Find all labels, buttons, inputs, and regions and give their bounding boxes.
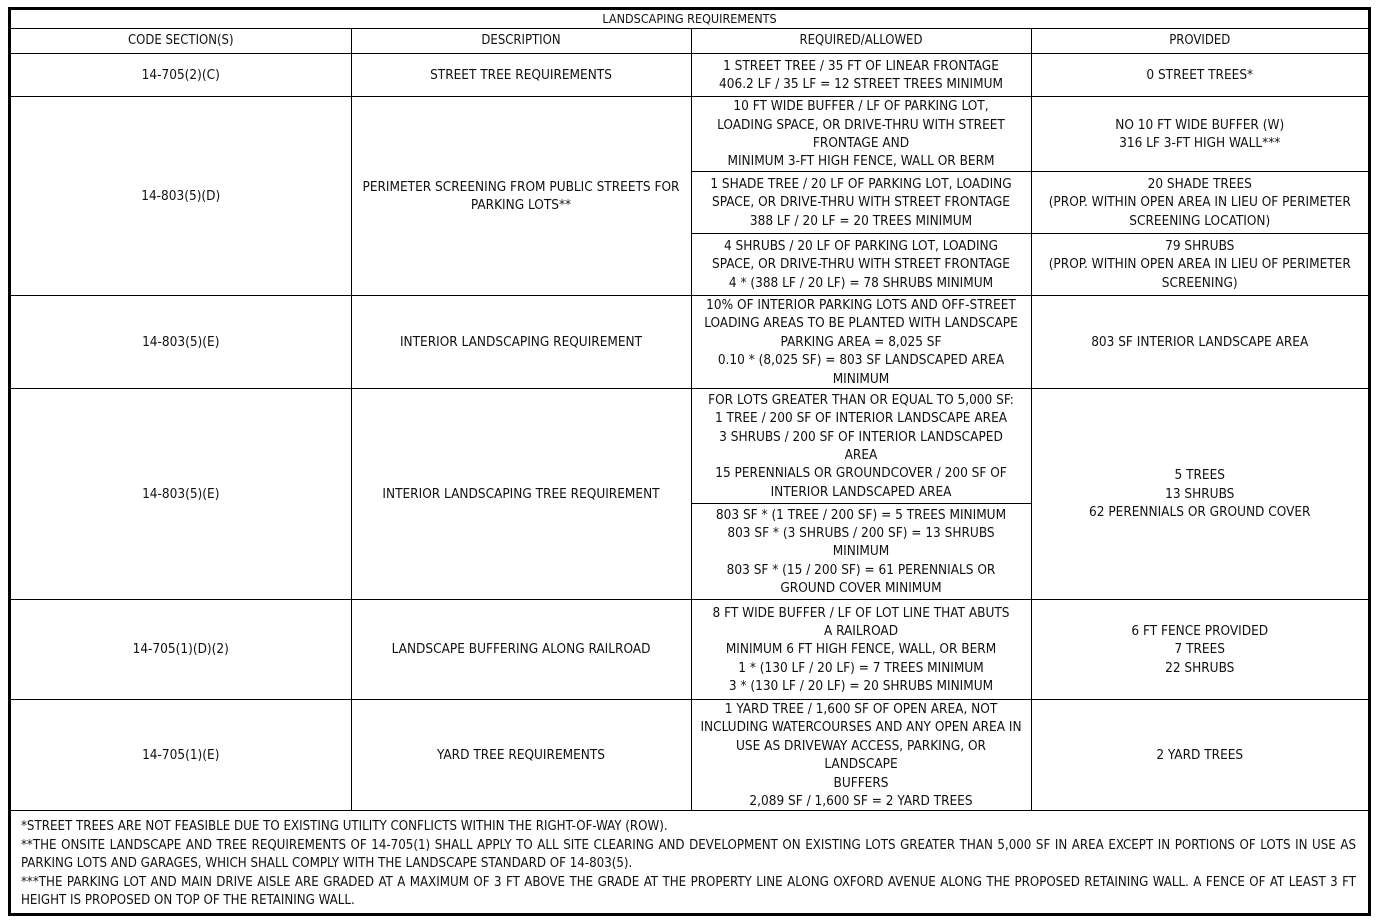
provided-cell	[1031, 97, 1368, 172]
description-cell	[351, 54, 691, 97]
cell-text-line: 15 PERENNIALS OR GROUNDCOVER / 200 SF OF	[715, 465, 1007, 482]
cell-text-line: FRONTAGE AND	[812, 135, 910, 151]
required-cell	[691, 700, 1031, 811]
cell-text-line: 1 TREE / 200 SF OF INTERIOR LANDSCAPE AREA	[714, 410, 1008, 427]
required-cell	[691, 97, 1031, 172]
code-cell: 14-705(2)(C)	[11, 54, 351, 97]
required-cell	[691, 504, 1031, 600]
cell-text-line: INTERIOR LANDSCAPING REQUIREMENT	[399, 333, 643, 350]
cell-text-line: 803 SF * (15 / 200 SF) = 61 PERENNIALS OR	[726, 561, 996, 578]
cell-text-line: 5 TREES	[1174, 467, 1225, 484]
cell-text-line: (PROP. WITHIN OPEN AREA IN LIEU OF PERIMETER	[1048, 194, 1351, 211]
landscaping-requirements-sheet	[8, 7, 1371, 916]
cell-text-line: 79 SHRUBS	[1165, 237, 1235, 254]
cell-text-line: 20 SHADE TREES	[1147, 175, 1252, 192]
cell-text-line: PERIMETER SCREENING FROM PUBLIC STREETS FOR	[362, 178, 680, 195]
cell-text-line: 6 FT FENCE PROVIDED	[1131, 622, 1269, 639]
footnote-3: ***THE PARKING LOT AND MAIN DRIVE AISLE ARE GRADED AT A MAXIMUM OF 3 FT ABOVE THE GRADE AT THE PROPERTY LINE ALONG OXFORD AVENUE ALONG THE PROPOSED RETAINING WALL. A FENCE OF AT LEAST 3 FT HEIGHT IS PROPOSED ON TOP OF THE RETAINING WALL.	[21, 874, 1356, 908]
cell-text-line: 22 SHRUBS	[1165, 659, 1235, 676]
footnote-2: **THE ONSITE LANDSCAPE AND TREE REQUIREMENTS OF 14-705(1) SHALL APPLY TO ALL SITE CLEARING AND DEVELOPMENT ON EXISTING LOTS GREATER THAN 5,000 SF IN AREA EXCEPT IN PORTIONS OF LOTS IN USE AS PARKING LOTS AND GARAGES, WHICH SHALL COMPLY WITH THE LANDSCAPE STANDARD OF 14-803(5).	[21, 837, 1356, 871]
description-cell	[351, 700, 691, 811]
cell-text-line: 4 * (388 LF / 20 LF) = 78 SHRUBS MINIMUM	[728, 274, 994, 291]
code-cell: 14-705(1)(D)(2)	[11, 600, 351, 700]
footnote-1: *STREET TREES ARE NOT FEASIBLE DUE TO EXISTING UTILITY CONFLICTS WITHIN THE RIGHT-OF-WAY (ROW).	[21, 819, 668, 834]
cell-text-line: 803 SF * (3 SHRUBS / 200 SF) = 13 SHRUBS	[727, 524, 995, 541]
cell-text-line: 10 FT WIDE BUFFER / LF OF PARKING LOT,	[733, 98, 989, 115]
cell-text-line: A RAILROAD	[823, 622, 899, 639]
cell-text-line: MINIMUM	[832, 543, 890, 560]
table-row	[11, 600, 1368, 700]
cell-text-line: 62 PERENNIALS OR GROUND COVER	[1089, 504, 1311, 521]
cell-text-line: MINIMUM	[832, 370, 890, 387]
cell-text-line: 1 YARD TREE / 1,600 SF OF OPEN AREA, NOT	[724, 701, 998, 718]
description-cell	[351, 389, 691, 600]
provided-cell	[1031, 600, 1368, 700]
cell-text-line: LOADING AREAS TO BE PLANTED WITH LANDSCAPE	[704, 315, 1018, 332]
provided-cell	[1031, 296, 1368, 389]
table-row	[11, 54, 1368, 97]
code-cell: 14-803(5)(E)	[11, 296, 351, 389]
cell-text-line: MINIMUM 3-FT HIGH FENCE, WALL OR BERM	[727, 153, 995, 170]
cell-text-line: INCLUDING WATERCOURSES AND ANY OPEN AREA IN	[700, 719, 1022, 736]
cell-text-line: INTERIOR LANDSCAPED AREA	[770, 483, 952, 500]
provided-cell	[1031, 389, 1368, 600]
cell-text-line: LOADING SPACE, OR DRIVE-THRU WITH STREET	[717, 116, 1005, 133]
cell-text-line: 7 TREES	[1174, 641, 1225, 658]
cell-text-line: USE AS DRIVEWAY ACCESS, PARKING, OR LANDSCAPE	[736, 737, 990, 773]
required-cell	[691, 172, 1031, 234]
header-provided: PROVIDED	[1031, 29, 1368, 54]
cell-text-line: 3 SHRUBS / 200 SF OF INTERIOR LANDSCAPED	[719, 428, 1003, 445]
cell-text-line: YARD TREE REQUIREMENTS	[437, 747, 605, 764]
cell-text-line: 316 LF 3-FT HIGH WALL***	[1119, 135, 1281, 151]
cell-text-line: 803 SF INTERIOR LANDSCAPE AREA	[1091, 333, 1309, 350]
landscaping-table	[11, 10, 1368, 811]
code-cell: 14-705(1)(E)	[11, 700, 351, 811]
cell-text-line: (PROP. WITHIN OPEN AREA IN LIEU OF PERIMETER	[1048, 256, 1351, 273]
header-description: DESCRIPTION	[351, 29, 691, 54]
required-cell	[691, 600, 1031, 700]
cell-text-line: NO 10 FT WIDE BUFFER (W)	[1115, 116, 1285, 133]
cell-text-line: 4 SHRUBS / 20 LF OF PARKING LOT, LOADING	[723, 237, 999, 254]
cell-text-line: 1 * (130 LF / 20 LF) = 7 TREES MINIMUM	[738, 659, 984, 676]
cell-text-line: 406.2 LF / 35 LF = 12 STREET TREES MINIMUM	[719, 76, 1003, 92]
description-cell	[351, 97, 691, 296]
cell-text-line: AREA	[844, 447, 878, 464]
provided-cell	[1031, 700, 1368, 811]
required-cell	[691, 389, 1031, 504]
cell-text-line: SPACE, OR DRIVE-THRU WITH STREET FRONTAGE	[712, 256, 1010, 273]
cell-text-line: PARKING LOTS**	[470, 197, 572, 213]
cell-text-line: 8 FT WIDE BUFFER / LF OF LOT LINE THAT ABUTS	[712, 604, 1010, 621]
cell-text-line: 388 LF / 20 LF = 20 TREES MINIMUM	[749, 212, 973, 229]
cell-text-line: SPACE, OR DRIVE-THRU WITH STREET FRONTAGE	[712, 194, 1010, 211]
footnotes	[21, 818, 1356, 911]
cell-text-line: 13 SHRUBS	[1165, 485, 1235, 502]
table-row	[11, 389, 1368, 504]
cell-text-line: LANDSCAPE BUFFERING ALONG RAILROAD	[391, 641, 651, 658]
required-cell	[691, 296, 1031, 389]
cell-text-line: SCREENING LOCATION)	[1129, 212, 1271, 229]
cell-text-line: BUFFERS	[833, 774, 889, 791]
code-cell: 14-803(5)(D)	[11, 97, 351, 296]
cell-text-line: FOR LOTS GREATER THAN OR EQUAL TO 5,000 SF:	[708, 391, 1014, 408]
cell-text-line: 803 SF * (1 TREE / 200 SF) = 5 TREES MINIMUM	[715, 506, 1007, 523]
header-code-section: CODE SECTION(S)	[11, 29, 351, 54]
cell-text-line: 10% OF INTERIOR PARKING LOTS AND OFF-STREET	[706, 297, 1016, 313]
cell-text-line: 3 * (130 LF / 20 LF) = 20 SHRUBS MINIMUM	[728, 678, 994, 695]
description-cell	[351, 296, 691, 389]
table-title: LANDSCAPING REQUIREMENTS	[11, 10, 1368, 29]
provided-cell	[1031, 234, 1368, 296]
table-row	[11, 700, 1368, 811]
cell-text-line: INTERIOR LANDSCAPING TREE REQUIREMENT	[382, 485, 660, 502]
cell-text-line: PARKING AREA = 8,025 SF	[780, 333, 942, 350]
provided-cell	[1031, 172, 1368, 234]
required-cell	[691, 54, 1031, 97]
table-row	[11, 97, 1368, 172]
required-cell	[691, 234, 1031, 296]
cell-text-line: 2,089 SF / 1,600 SF = 2 YARD TREES	[749, 793, 973, 810]
cell-text-line: 1 SHADE TREE / 20 LF OF PARKING LOT, LOADING	[710, 175, 1012, 192]
provided-cell	[1031, 54, 1368, 97]
cell-text-line: 0.10 * (8,025 SF) = 803 SF LANDSCAPED AREA	[717, 352, 1005, 369]
code-cell: 14-803(5)(E)	[11, 389, 351, 600]
header-required-allowed: REQUIRED/ALLOWED	[691, 29, 1031, 54]
cell-text-line: GROUND COVER MINIMUM	[780, 580, 942, 597]
cell-text-line: STREET TREE REQUIREMENTS	[430, 66, 612, 83]
cell-text-line: 0 STREET TREES*	[1146, 66, 1254, 83]
cell-text-line: 1 STREET TREE / 35 FT OF LINEAR FRONTAGE	[723, 57, 999, 74]
table-row	[11, 296, 1368, 389]
cell-text-line: 2 YARD TREES	[1156, 747, 1244, 764]
description-cell	[351, 600, 691, 700]
cell-text-line: MINIMUM 6 FT HIGH FENCE, WALL, OR BERM	[725, 641, 997, 658]
cell-text-line: SCREENING)	[1161, 274, 1238, 291]
